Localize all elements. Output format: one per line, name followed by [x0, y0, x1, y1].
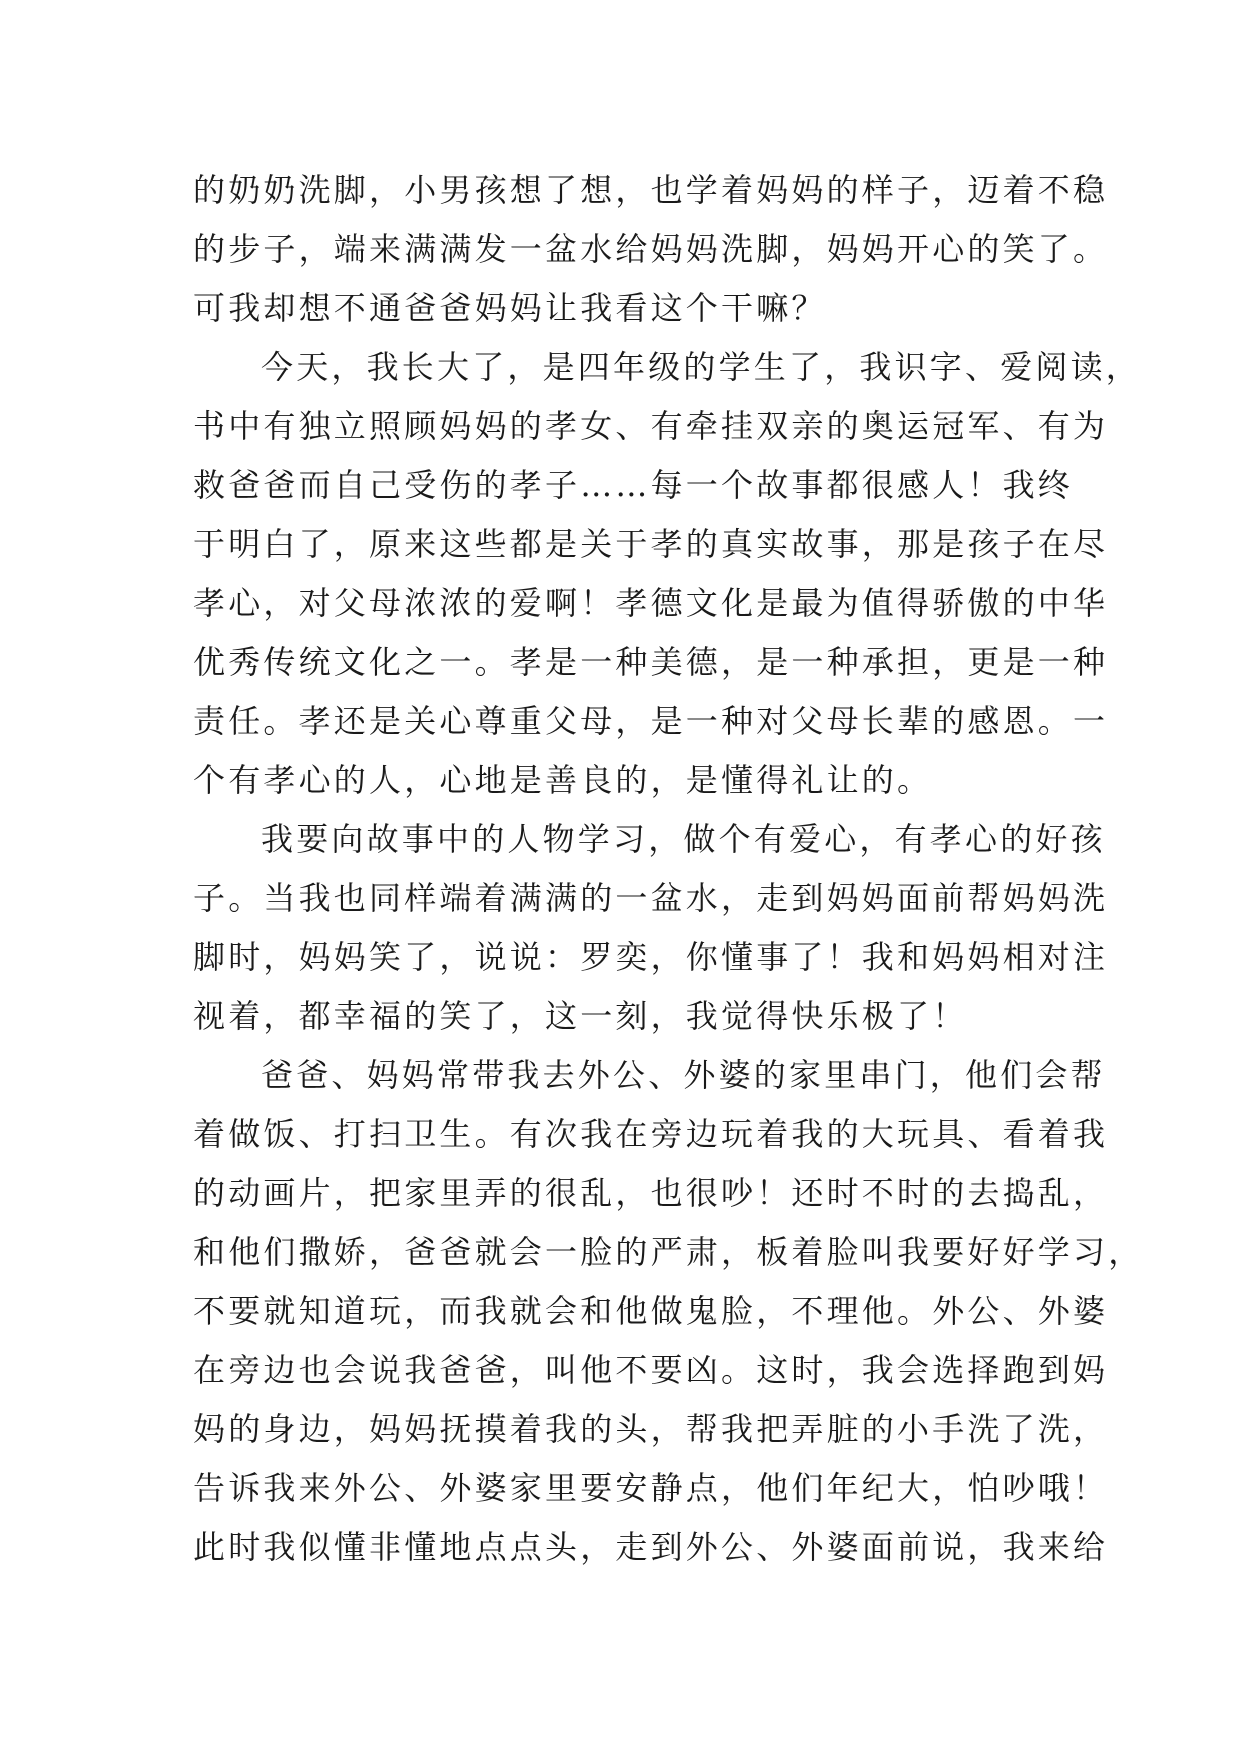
text-line: 可我却想不通爸爸妈妈让我看这个干嘛？: [193, 289, 827, 327]
text-line: 救爸爸而自己受伤的孝子……每一个故事都很感人！我终: [193, 466, 1074, 504]
text-line: 视着，都幸福的笑了，这一刻，我觉得快乐极了！: [193, 997, 968, 1035]
text-line: 孝心，对父母浓浓的爱啊！孝德文化是最为值得骄傲的中华: [193, 584, 1109, 622]
text-line: 的动画片，把家里弄的很乱，也很吵！还时不时的去捣乱，: [193, 1174, 1109, 1212]
text-line: 书中有独立照顾妈妈的孝女、有牵挂双亲的奥运冠军、有为: [193, 407, 1109, 445]
text-line: 告诉我来外公、外婆家里要安静点，他们年纪大，怕吵哦！: [193, 1469, 1109, 1507]
essay-body: [193, 161, 1144, 1577]
text-line: 优秀传统文化之一。孝是一种美德，是一种承担，更是一种: [193, 643, 1109, 681]
text-line: 在旁边也会说我爸爸，叫他不要凶。这时，我会选择跑到妈: [193, 1351, 1109, 1389]
text-line: 此时我似懂非懂地点点头，走到外公、外婆面前说，我来给: [193, 1528, 1109, 1566]
text-line: 的步子，端来满满发一盆水给妈妈洗脚，妈妈开心的笑了。: [193, 230, 1109, 268]
paragraph-first-line: 我要向故事中的人物学习，做个有爱心，有孝心的好孩: [261, 820, 1106, 858]
text-line: 子。当我也同样端着满满的一盆水，走到妈妈面前帮妈妈洗: [193, 879, 1109, 917]
text-line: 于明白了，原来这些都是关于孝的真实故事，那是孩子在尽: [193, 525, 1109, 563]
text-line: 和他们撒娇，爸爸就会一脸的严肃，板着脸叫我要好好学习，: [193, 1233, 1144, 1271]
text-line: 的奶奶洗脚，小男孩想了想，也学着妈妈的样子，迈着不稳: [193, 171, 1109, 209]
text-line: 责任。孝还是关心尊重父母，是一种对父母长辈的感恩。一: [193, 702, 1109, 740]
text-line: 妈的身边，妈妈抚摸着我的头，帮我把弄脏的小手洗了洗，: [193, 1410, 1109, 1448]
paragraph-first-line: 今天，我长大了，是四年级的学生了，我识字、爱阅读，: [261, 348, 1142, 386]
text-line: 不要就知道玩，而我就会和他做鬼脸，不理他。外公、外婆: [193, 1292, 1109, 1330]
paragraph-first-line: 爸爸、妈妈常带我去外公、外婆的家里串门，他们会帮: [261, 1056, 1106, 1094]
text-line: 脚时，妈妈笑了，说说：罗奕，你懂事了！我和妈妈相对注: [193, 938, 1109, 976]
text-line: 着做饭、打扫卫生。有次我在旁边玩着我的大玩具、看着我: [193, 1115, 1109, 1153]
text-line: 个有孝心的人，心地是善良的，是懂得礼让的。: [193, 761, 933, 799]
